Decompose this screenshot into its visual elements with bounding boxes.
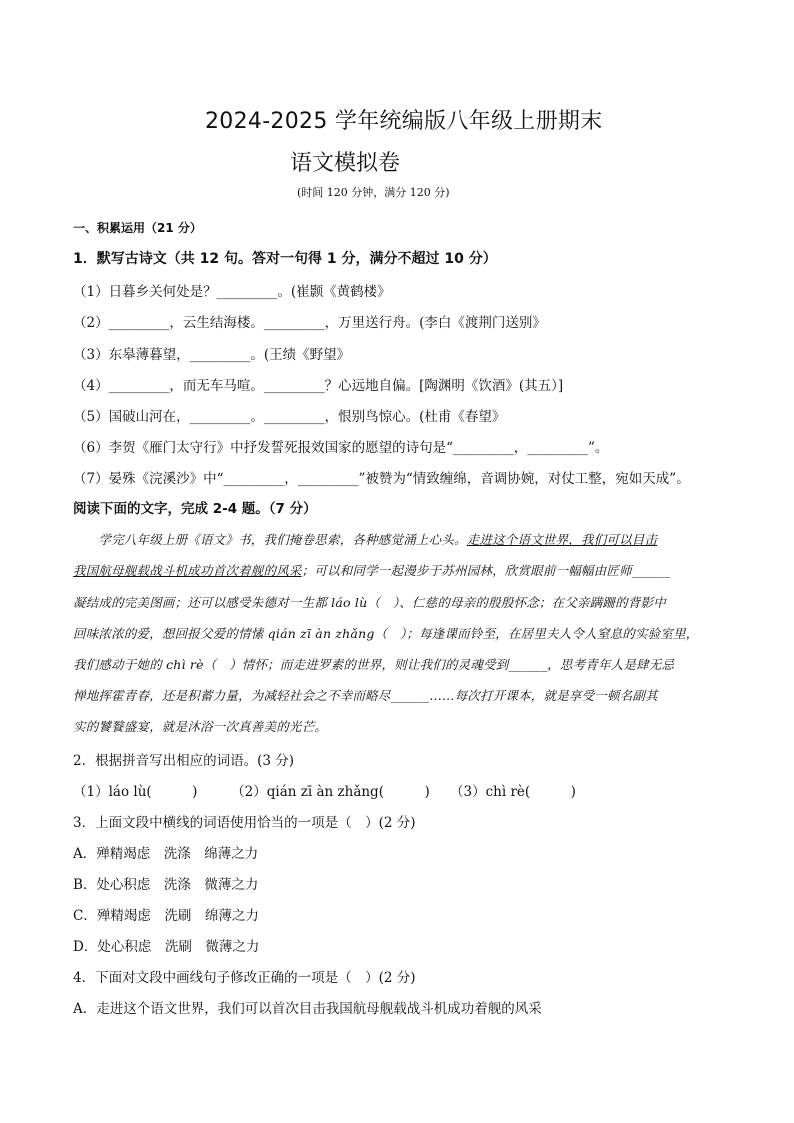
question-3: 3．上面文段中横线的词语使用恰当的一项是（ ）(2 分) [73,815,416,831]
q1-item-5: （5）国破山河在，_________。_________，恨别鸟惊心。(杜甫《春望》 [73,409,506,425]
underlined-sentence: 我国航母舰载战斗机成功首次着舰的风采 [73,563,302,578]
exam-title-line2: 语文模拟卷 [290,151,401,176]
passage-text: 学完八年级上册《语文》书，我们掩卷思索，各种感觉涌上心头。 [73,532,467,547]
passage-line-7: 实的饕餮盛宴，就是沐浴一次真善美的光芒。 [73,719,328,734]
q3-option-b: B．处心积虑 洗涤 微薄之力 [73,877,259,893]
exam-title-line1: 2024-2025 学年统编版八年级上册期末 [205,109,603,134]
underlined-sentence: 走进这个语文世界，我们可以目击 [466,532,658,547]
passage-line-2 [73,561,721,579]
q4-option-a: A．走进这个语文世界，我们可以首次目击我国航母舰载战斗机成功着舰的风采 [73,1001,542,1017]
q1-item-3: （3）东皋薄暮望，_________。(王绩《野望》 [73,347,351,363]
exam-subtitle: (时间 120 分钟，满分 120 分) [297,186,450,199]
question-4: 4．下面对文段中画线句子修改正确的一项是（ ）(2 分) [73,970,416,986]
reading-heading: 阅读下面的文字，完成 2-4 题。（7 分） [73,501,317,517]
q1-item-4: （4）_________，而无车马喧。_________？心远地自偏。[陶渊明《饮酒》(其五）] [73,378,564,394]
passage-line-6: 惮地挥霍青春，还是积蓄力量，为减轻社会之不幸而略尽______……每次打开课本，就是享受一顿名副其 [73,688,658,703]
passage-line-3: 凝结成的完美图画；还可以感受朱德对一生都 láo lù（ ）、仁慈的母亲的殷殷怀念；在父亲蹒跚的背影中 [73,595,666,610]
question-2-items: （1）láo lù( ) （2）qián zī àn zhǎng( ) （3）chì rè( ) [73,784,576,800]
passage-line-5: 我们感动于她的 chì rè（ ）情怀；而走进罗素的世界，则让我们的灵魂受到______，思考青年人是肆无忌 [73,657,675,672]
q3-option-c: C．殚精竭虑 洗刷 绵薄之力 [73,908,259,924]
question-2: 2．根据拼音写出相应的词语。(3 分) [73,753,295,769]
passage-line-4: 回味浓浓的爱，想回报父爱的情愫 qián zī àn zhǎng（ ）；每逢课而铃至，在居里夫人令人窒息的实验室里， [73,626,699,641]
q1-item-2: （2）_________，云生结海楼。_________，万里送行舟。(李白《渡荆门送别》 [73,315,546,331]
q1-item-6: （6）李贺《雁门太守行》中抒发誓死报效国家的愿望的诗句是“_________，_________”。 [73,440,609,456]
question-1-heading: 1．默写古诗文（共 12 句。答对一句得 1 分，满分不超过 10 分） [73,251,497,267]
q1-item-1: （1）日暮乡关何处是？_________。(崔颢《黄鹤楼》 [73,284,391,300]
section-heading: 一、积累运用（21 分） [73,221,202,235]
passage-line-1 [73,530,721,548]
passage-text: ；可以和同学一起漫步于苏州园林，欣赏眼前一幅幅由匠师______ [301,563,671,578]
q1-item-7: （7）晏殊《浣溪沙》中“_________，_________”被赞为“情致缠绵，音调协婉，对仗工整，宛如天成”。 [73,471,690,487]
q3-option-a: A．殚精竭虑 洗涤 绵薄之力 [73,846,259,862]
q3-option-d: D．处心积虑 洗刷 微薄之力 [73,939,260,955]
